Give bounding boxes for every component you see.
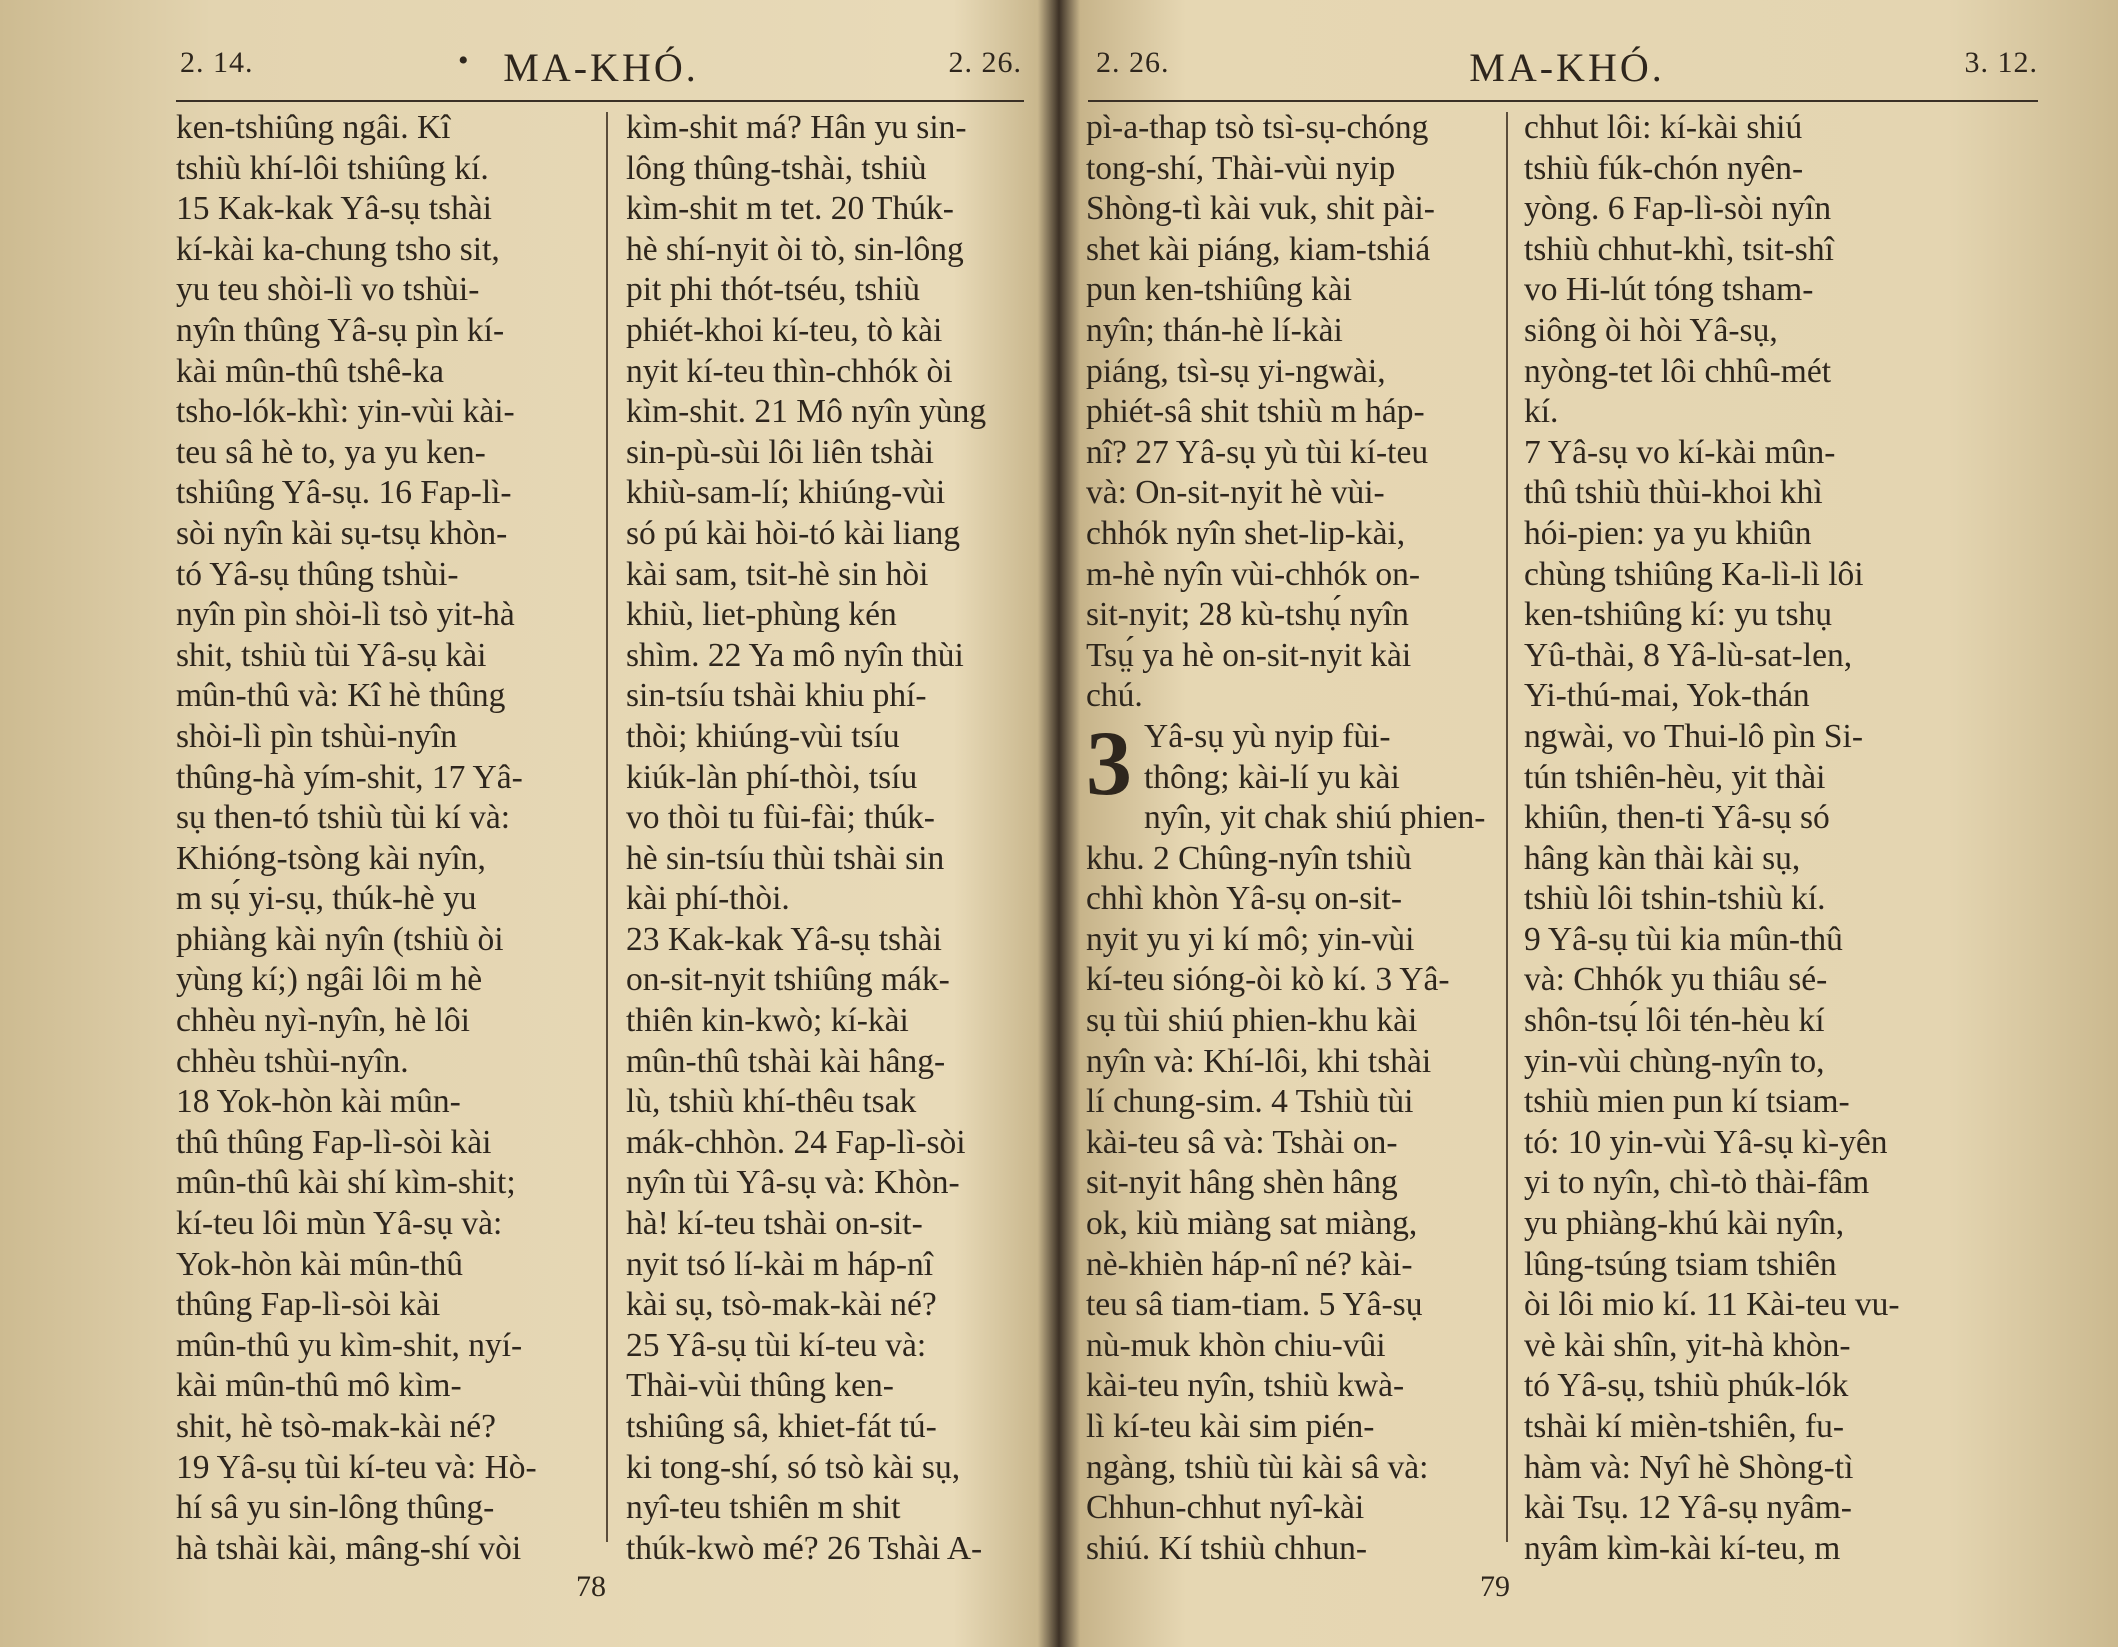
- text-column-2: [626, 108, 1034, 1567]
- column-text: pì-a-thap tsò tsì-sụ-chóng tong-shí, Thài-vùi nyip Shòng-tì kài vuk, shit pài- shet kài piáng, kiam-tshiá pun ken-tshiûng kài nyîn; thán-hè lí-kài piáng, tsì-sụ yi-ngwài, phiét-sâ shit tshiù m háp- nî? 27 Yâ-sụ yù tùi kí-teu và: On-sit-nyit hè vùi- chhók nyîn shet-lip-kài, m-hè nyîn vùi-chhók on- sit-nyit; 28 kù-tshụ́ nyîn Tsṳ́ ya hè on-sit-nyit kài chú.: [1086, 109, 1435, 715]
- column-text: chhut lôi: kí-kài shiú tshiù fúk-chón nyên- yòng. 6 Fap-lì-sòi nyîn tshiù chhut-khì, tsit-shî vo Hi-lút tóng tsham- siông òi hòi Yâ-sụ, nyòng-tet lôi chhû-mét kí. 7 Yâ-sụ vo kí-kài mûn- thû tshiù thùi-khoi khì hói-pien: ya yu khiûn chùng tshiûng Ka-lì-lì lôi ken-tshiûng kí: yu tshụ Yû-thài, 8 Yâ-lù-sat-len, Yi-thú-mai, Yok-thán ngwài, vo Thui-lô pìn Si- tún tshiên-hèu, yit thài khiûn, then-ti Yâ-sụ só hâng kàn thài kài sụ, tshiù lôi tshin-tshiù kí. 9 Yâ-sụ tùi kia mûn-thû và: Chhók yu thiâu sé- shôn-tsụ́ lôi tén-hèu kí yin-vùi chùng-nyîn to, tshiù mien pun kí tsiam- tó: 10 yin-vùi Yâ-sụ kì-yên yi to nyîn, chì-tò thài-fâm yu phiàng-khú kài nyîn, lûng-tsúng tsiam tshiên òi lôi mio kí. 11 Kài-teu vu- vè kài shîn, yit-hà khòn- tó Yâ-sụ, tshiù phúk-lók tshài kí mièn-tshiên, fu- hàm và: Nyî hè Shòng-tì kài Tsụ. 12 Yâ-sụ nyâm- nyâm kìm-kài kí-teu, m: [1524, 109, 1900, 1567]
- chapter-number: 3: [1086, 711, 1132, 814]
- right-page: [1066, 0, 2118, 1647]
- header-rule: [1088, 100, 2038, 102]
- column-text: Yâ-sụ yù nyip fùi- thông; kài-lí yu kài nyîn, yit chak shiú phien- khu. 2 Chûng-nyîn tshiù chhì khòn Yâ-sụ on-sit- nyit yu yi kí mô; yin-vùi kí-teu sióng-òi kò kí. 3 Yâ- sụ tùi shiú phien-khu kài nyîn và: Khí-lôi, khi tshài lí chung-sim. 4 Tshiù tùi kài-teu sâ và: Tshài on- sit-nyit hâng shèn hâng ok, kiù miàng sat miàng, nè-khièn háp-nî né? kài- teu sâ tiam-tiam. 5 Yâ-sụ nù-muk khòn chiu-vûi kài-teu nyîn, tshiù kwà- lì kí-teu kài sim pién- ngàng, tshiù tùi kài sâ và: Chhun-chhut nyî-kài shiú. Kí tshiù chhun-: [1086, 717, 1486, 1567]
- verse-range-end: 2. 26.: [948, 46, 1022, 79]
- running-header: [1086, 40, 2048, 90]
- column-text: kìm-shit má? Hân yu sin- lông thûng-tshài, tshiù kìm-shit m tet. 20 Thúk- hè shí-nyit òi tò, sin-lông pit phi thót-tséu, tshiù phiét-khoi kí-teu, tò kài nyit kí-teu thìn-chhók òi kìm-shit. 21 Mô nyîn yùng sin-pù-sùi lôi liên tshài khiù-sam-lí; khiúng-vùi só pú kài hòi-tó kài liang kài sam, tsit-hè sin hòi khiù, liet-phùng kén shìm. 22 Ya mô nyîn thùi sin-tsíu tshài khiu phí- thòi; khiúng-vùi tsíu kiúk-làn phí-thòi, tsíu vo thòi tu fùi-fài; thúk- hè sin-tsíu thùi tshài sin kài phí-thòi. 23 Kak-kak Yâ-sụ tshài on-sit-nyit tshiûng mák- thiên kin-kwò; kí-kài mûn-thû tshài kài hâng- lù, tshiù khí-thêu tsak mák-chhòn. 24 Fap-lì-sòi nyîn tùi Yâ-sụ và: Khòn- hà! kí-teu tshài on-sit- nyit tsó lí-kài m háp-nî kài sụ, tsò-mak-kài né? 25 Yâ-sụ tùi kí-teu và: Thài-vùi thûng ken- tshiûng sâ, khiet-fát tú- ki tong-shí, só tsò kài sụ, nyî-teu tshiên m shit thúk-kwò mé? 26 Tshài A-: [626, 109, 987, 1567]
- header-mark: •: [458, 44, 470, 77]
- book-title: MA-KHÓ.: [1469, 45, 1665, 90]
- verse-range-start: 2. 14.: [180, 46, 254, 79]
- column-divider: [1506, 112, 1508, 1542]
- text-column-1: [1086, 108, 1496, 1567]
- left-page: [0, 0, 1052, 1647]
- page-number: 79: [1480, 1570, 1510, 1603]
- book-title: MA-KHÓ.: [503, 45, 699, 90]
- text-column-2: [1524, 108, 1944, 1567]
- header-rule: [176, 100, 1024, 102]
- running-header: [170, 40, 1032, 90]
- verse-range-start: 2. 26.: [1096, 46, 1170, 79]
- chapter-paragraph: [1086, 711, 1496, 1569]
- page-number: 78: [576, 1570, 606, 1603]
- text-column-1: [176, 108, 586, 1567]
- column-text: ken-tshiûng ngâi. Kî tshiù khí-lôi tshiûng kí. 15 Kak-kak Yâ-sụ tshài kí-kài ka-chung tsho sit, yu teu shòi-lì vo tshùi- nyîn thûng Yâ-sụ pìn kí- kài mûn-thû tshê-ka tsho-lók-khì: yin-vùi kài- teu sâ hè to, ya yu ken- tshiûng Yâ-sụ. 16 Fap-lì- sòi nyîn kài sụ-tsụ khòn- tó Yâ-sụ thûng tshùi- nyîn pìn shòi-lì tsò yit-hà shit, tshiù tùi Yâ-sụ kài mûn-thû và: Kî hè thûng shòi-lì pìn tshùi-nyîn thûng-hà yím-shit, 17 Yâ- sụ then-tó tshiù tùi kí và: Khióng-tsòng kài nyîn, m sụ́ yi-sụ, thúk-hè yu phiàng kài nyîn (tshiù òi yùng kí;) ngâi lôi m hè chhèu nyì-nyîn, hè lôi chhèu tshùi-nyîn. 18 Yok-hòn kài mûn- thû thûng Fap-lì-sòi kài mûn-thû kài shí kìm-shit; kí-teu lôi mùn Yâ-sụ và: Yok-hòn kài mûn-thû thûng Fap-lì-sòi kài mûn-thû yu kìm-shit, nyí- kài mûn-thû mô kìm- shit, hè tsò-mak-kài né? 19 Yâ-sụ tùi kí-teu và: Hò- hí sâ yu sin-lông thûng- hà tshài kài, mâng-shí vòi: [176, 109, 537, 1567]
- column-divider: [606, 112, 608, 1542]
- verse-range-end: 3. 12.: [1964, 46, 2038, 79]
